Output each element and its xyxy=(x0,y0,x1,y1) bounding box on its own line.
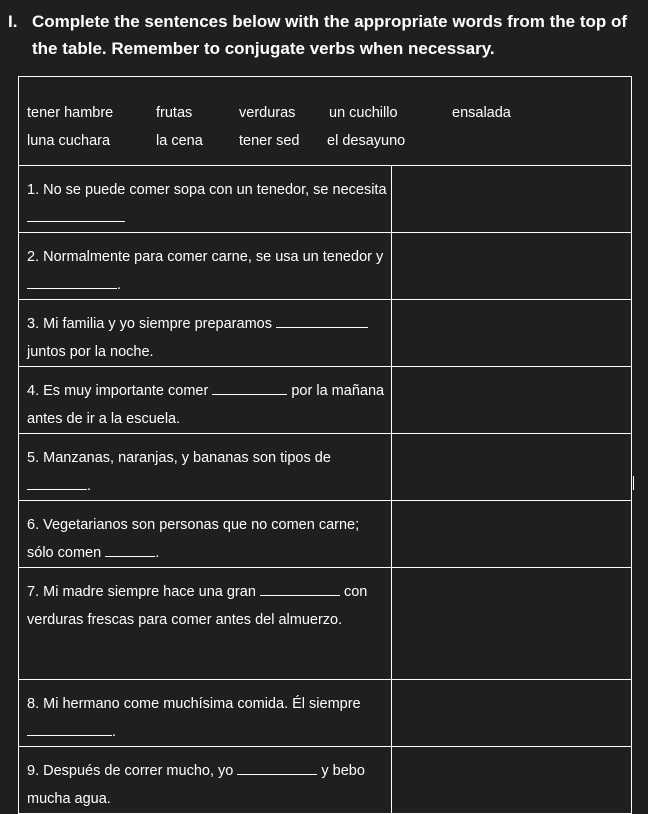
question-text-before: 5. Manzanas, naranjas, y bananas son tipos de xyxy=(27,450,331,466)
question-text xyxy=(19,501,391,567)
question-cell xyxy=(19,166,392,233)
answer-cell[interactable] xyxy=(391,367,631,434)
answer-blank xyxy=(27,721,112,736)
answer-cell[interactable] xyxy=(391,300,631,367)
answer-cell[interactable] xyxy=(391,434,631,501)
question-text-before: 4. Es muy importante comer xyxy=(27,383,213,399)
question-text xyxy=(19,367,391,433)
answer-blank xyxy=(276,313,368,328)
question-text xyxy=(19,434,391,500)
question-row xyxy=(19,501,632,568)
answer-cell[interactable] xyxy=(391,568,631,680)
question-text xyxy=(19,680,391,746)
answer-blank xyxy=(237,760,317,775)
question-text-before: 2. Normalmente para comer carne, se usa un tenedor y xyxy=(27,249,384,265)
answer-blank xyxy=(27,475,87,490)
question-text-after: con verduras frescas para comer antes del almuerzo. xyxy=(27,584,368,628)
question-cell xyxy=(19,680,392,747)
instructions-heading xyxy=(8,8,642,62)
answer-blank xyxy=(260,581,340,596)
question-cell xyxy=(19,747,392,814)
question-row xyxy=(19,434,632,501)
question-text xyxy=(19,300,391,366)
question-text-after: y bebo mucha agua. xyxy=(27,763,365,807)
instructions-text: Complete the sentences below with the appropriate words from the top of the table. Remember to conjugate verbs when necessary. xyxy=(32,12,628,58)
word-bank-item: la cena xyxy=(156,133,203,149)
question-cell xyxy=(19,501,392,568)
word-bank-item: un cuchillo xyxy=(329,105,398,121)
answer-blank xyxy=(105,542,155,557)
question-cell xyxy=(19,434,392,501)
text-cursor-mark xyxy=(633,476,636,490)
question-text-before: 3. Mi familia y yo siempre preparamos xyxy=(27,316,276,332)
answer-blank xyxy=(27,207,125,222)
question-row xyxy=(19,166,632,233)
question-text-after: por la mañana antes de ir a la escuela. xyxy=(27,383,385,427)
question-text xyxy=(19,166,391,232)
word-bank-item: frutas xyxy=(156,105,193,121)
question-text-before: 8. Mi hermano come muchísima comida. Él siempre xyxy=(27,696,361,712)
word-bank-item: ensalada xyxy=(452,105,511,121)
question-cell xyxy=(19,367,392,434)
question-row xyxy=(19,568,632,680)
word-bank xyxy=(19,77,631,165)
question-text-after: . xyxy=(155,545,160,561)
word-bank-row xyxy=(19,77,632,166)
answer-cell[interactable] xyxy=(391,233,631,300)
question-text xyxy=(19,233,391,299)
question-text-after: . xyxy=(112,724,117,740)
word-bank-item: luna cuchara xyxy=(27,133,111,149)
question-row xyxy=(19,680,632,747)
question-text xyxy=(19,568,391,634)
word-bank-cell xyxy=(19,77,632,166)
word-bank-item: tener sed xyxy=(239,133,300,149)
question-row xyxy=(19,367,632,434)
answer-blank xyxy=(212,380,287,395)
answer-cell[interactable] xyxy=(391,166,631,233)
question-text-before: 7. Mi madre siempre hace una gran xyxy=(27,584,260,600)
answer-cell[interactable] xyxy=(391,680,631,747)
question-text-before: 1. No se puede comer sopa con un tenedor, se necesita xyxy=(27,182,387,198)
question-row xyxy=(19,747,632,814)
word-bank-item: el desayuno xyxy=(327,133,406,149)
answer-blank xyxy=(27,274,117,289)
question-row xyxy=(19,300,632,367)
question-text-after: juntos por la noche. xyxy=(27,344,154,360)
worksheet-table xyxy=(18,76,632,814)
answer-cell[interactable] xyxy=(391,747,631,814)
section-number: I. xyxy=(8,12,18,31)
question-cell xyxy=(19,300,392,367)
question-cell xyxy=(19,233,392,300)
question-text-after: . xyxy=(117,277,122,293)
question-cell xyxy=(19,568,392,680)
word-bank-item: verduras xyxy=(239,105,296,121)
question-text-before: 6. Vegetarianos son personas que no comen carne; sólo comen xyxy=(27,517,360,561)
question-text-before: 9. Después de correr mucho, yo xyxy=(27,763,238,779)
question-row xyxy=(19,233,632,300)
answer-cell[interactable] xyxy=(391,501,631,568)
question-text xyxy=(19,747,391,813)
word-bank-item: tener hambre xyxy=(27,105,114,121)
question-text-after: . xyxy=(87,478,92,494)
